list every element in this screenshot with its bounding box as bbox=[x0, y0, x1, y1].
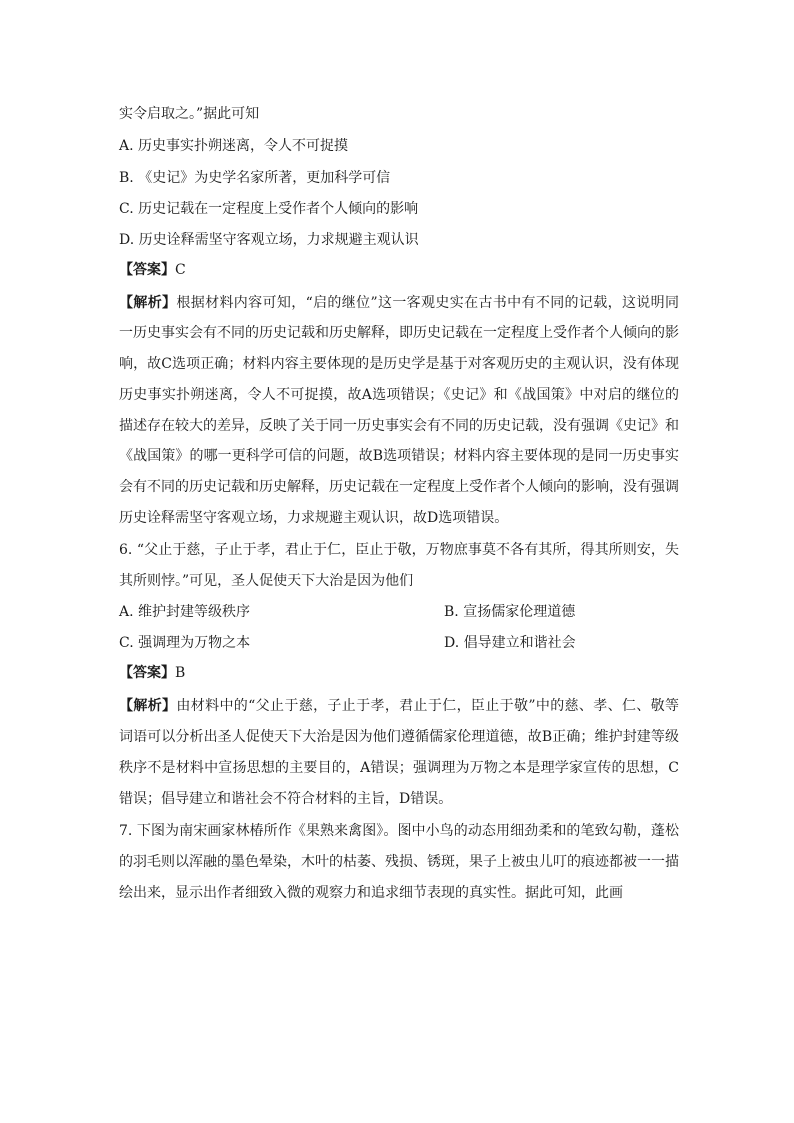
question-6-answer bbox=[119, 663, 679, 683]
analysis-tag: 【解析】 bbox=[119, 698, 177, 714]
question-5-option-a: A. 历史事实扑朔迷离，令人不可捉摸 bbox=[119, 138, 349, 154]
question-5-stem-continuation: 实令启取之。”据此可知 bbox=[119, 106, 260, 122]
question-5-analysis-line: 响，故C选项正确；材料内容主要体现的是历史学是基于对客观历史的主观认识，没有体现 bbox=[119, 356, 679, 372]
question-5-analysis-line: 一历史事实会有不同的历史记载和历史解释，即历史记载在一定程度上受作者个人倾向的影 bbox=[119, 325, 679, 341]
answer-tag: 【答案】 bbox=[119, 262, 175, 278]
question-5-analysis-line: 历史事实扑朔迷离，令人不可捉摸，故A选项错误；《史记》和《战国策》中对启的继位的 bbox=[119, 387, 679, 403]
question-5-analysis-line: 会有不同的历史记载和历史解释，历史记载在一定程度上受作者个人倾向的影响，没有强调 bbox=[119, 479, 679, 495]
question-6-option-b: B. 宣扬儒家伦理道德 bbox=[444, 604, 576, 620]
analysis-tag: 【解析】 bbox=[119, 295, 177, 311]
question-6-option-c: C. 强调理为万物之本 bbox=[119, 635, 251, 651]
question-5-analysis-line: 历史诠释需坚守客观立场，力求规避主观认识，故D选项错误。 bbox=[119, 510, 509, 526]
question-6-stem-line: 其所则悖。”可见，圣人促使天下大治是因为他们 bbox=[119, 573, 414, 589]
question-5-analysis-line: 描述存在较大的差异，反映了关于同一历史事实会有不同的历史记载，没有强调《史记》和 bbox=[119, 418, 679, 434]
question-6-option-d: D. 倡导建立和谐社会 bbox=[444, 635, 576, 651]
question-5-option-d: D. 历史诠释需坚守客观立场，力求规避主观认识 bbox=[119, 232, 419, 248]
question-5-option-c: C. 历史记载在一定程度上受作者个人倾向的影响 bbox=[119, 201, 419, 217]
question-6-analysis-line: 错误；倡导建立和谐社会不符合材料的主旨，D错误。 bbox=[119, 791, 453, 807]
question-6-analysis-line: 秩序不是材料中宣扬思想的主要目的，A错误；强调理为万物之本是理学家宣传的思想，C bbox=[119, 760, 679, 776]
question-5-analysis-line: 《战国策》的哪一更科学可信的问题，故B选项错误；材料内容主要体现的是同一历史事实 bbox=[119, 448, 679, 464]
question-5-option-b: B. 《史记》为史学名家所著，更加科学可信 bbox=[119, 170, 391, 186]
question-5-answer bbox=[119, 260, 679, 280]
answer-value: B bbox=[175, 665, 186, 681]
question-6-analysis-line bbox=[119, 696, 679, 716]
answer-tag: 【答案】 bbox=[119, 665, 175, 681]
question-5-analysis-line bbox=[119, 293, 679, 313]
question-6-option-a: A. 维护封建等级秩序 bbox=[119, 604, 251, 620]
question-7-stem-line: 的羽毛则以浑融的墨色晕染，木叶的枯萎、残损、锈斑，果子上被虫儿叮的痕迹都被一一描 bbox=[119, 854, 679, 870]
answer-value: C bbox=[175, 262, 186, 278]
analysis-text: 由材料中的“父止于慈，子止于孝，君止于仁，臣止于敬”中的慈、孝、仁、敬等 bbox=[176, 698, 680, 714]
question-7-stem-line: 绘出来，显示出作者细致入微的观察力和追求细节表现的真实性。据此可知，此画 bbox=[119, 885, 623, 901]
question-7-stem-line: 7. 下图为南宋画家林椿所作《果熟来禽图》。图中小鸟的动态用细劲柔和的笔致勾勒，蓬松 bbox=[119, 823, 679, 839]
question-6-stem-line: 6. “父止于慈，子止于孝，君止于仁，臣止于敬，万物庶事莫不各有其所，得其所则安，失 bbox=[119, 542, 679, 558]
question-6-analysis-line: 词语可以分析出圣人促使天下大治是因为他们遵循儒家伦理道德，故B正确；维护封建等级 bbox=[119, 729, 679, 745]
analysis-text: 根据材料内容可知，“启的继位”这一客观史实在古书中有不同的记载，这说明同 bbox=[176, 295, 680, 311]
